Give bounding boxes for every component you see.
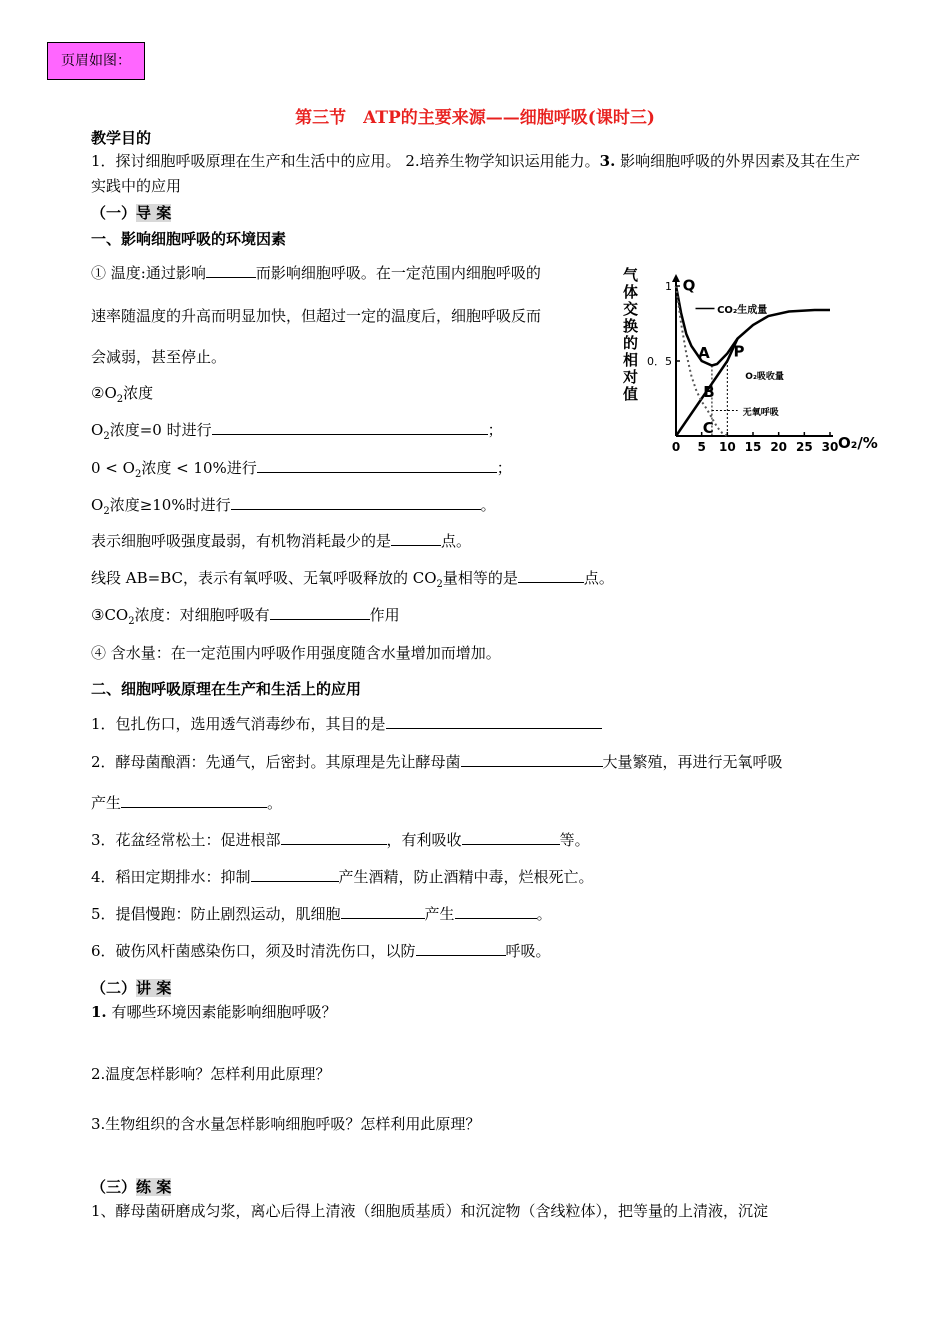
practice-label: （三）练 案 [91, 1178, 172, 1196]
y-axis-arrow-icon [672, 274, 680, 282]
point-label: C [702, 419, 714, 437]
point-label: A [698, 344, 710, 362]
co2-line: $③CO_2$浓度：对细胞呼吸有 作用 [91, 606, 400, 627]
blank-field[interactable] [341, 904, 425, 919]
app-2: 2．酵母菌酿酒：先通气，后密封。其原理是先让酵母菌 大量繁殖，再进行无氧呼吸 [91, 753, 783, 771]
o2-high-line: $O_2$浓度≥10%时进行 。 [91, 496, 496, 517]
water-line: ④ 含水量：在一定范围内呼吸作用强度随含水量增加而增加。 [91, 644, 501, 662]
equal-point-line: 线段 AB=BC，表示有氧呼吸、无氧呼吸释放的 $CO_2$量相等的是 点。 [91, 569, 614, 590]
blank-field[interactable] [416, 941, 506, 956]
page-title: 第三节 ATP的主要来源——细胞呼吸(课时三) [295, 108, 655, 128]
app-5: 5．提倡慢跑：防止剧烈运动，肌细胞 产生 。 [91, 905, 552, 923]
app-4: 4．稻田定期排水：抑制 产生酒精，防止酒精中毒，烂根死亡。 [91, 868, 594, 886]
point-label: B [703, 383, 715, 401]
y-axis-label-char: 对 [623, 368, 639, 386]
x-tick-label: 10 [718, 440, 736, 454]
app-1: 1．包扎伤口，选用透气消毒纱布，其目的是 [91, 713, 602, 734]
practice-q1: 1、酵母菌研磨成匀浆，离心后得上清液（细胞质基质）和沉淀物（含线粒体），把等量的上清液，沉淀 [91, 1202, 769, 1220]
blank-field[interactable] [251, 867, 339, 882]
x-axis-label: O₂/% [838, 434, 878, 452]
app-3: 3．花盆经常松土：促进根部 ，有利吸收 等。 [91, 831, 590, 849]
blank-field[interactable] [461, 752, 603, 767]
y-axis-label-char: 相 [623, 351, 639, 369]
respiration-chart [618, 262, 898, 458]
y-axis-label-char: 气 [623, 266, 639, 284]
y-axis-label-char: 值 [623, 385, 639, 403]
y-axis-label-char: 的 [623, 334, 639, 352]
blank-field[interactable] [391, 531, 441, 546]
x-tick-label: 30 [821, 440, 839, 454]
weakest-point-line: 表示细胞呼吸强度最弱，有机物消耗最少的是 点。 [91, 532, 472, 550]
y-axis-label-char: 换 [623, 317, 639, 335]
blank-field[interactable] [462, 830, 560, 845]
x-tick-label: 5 [697, 440, 706, 454]
x-tick-label: 25 [795, 440, 813, 454]
blank-field[interactable] [212, 420, 488, 435]
y-axis-label-char: 交 [623, 300, 639, 318]
app-2-cont: 产生 。 [91, 794, 283, 812]
lecture-label: （二）讲 案 [91, 979, 172, 997]
series-annotation: O₂吸收量 [745, 372, 784, 382]
temperature-line-3: 会减弱，甚至停止。 [91, 348, 227, 366]
objectives-text: 1．探讨细胞呼吸原理在生产和生活中的应用。 2.培养生物学知识运用能力。3. 影响细胞呼吸的外界因素及其在生产实践中的应用 [91, 152, 861, 195]
blank-field[interactable] [121, 793, 267, 808]
lecture-q1: 1. 有哪些环境因素能影响细胞呼吸？ [91, 1003, 337, 1021]
series-annotation: CO₂生成量 [717, 305, 768, 316]
blank-field[interactable] [257, 458, 497, 473]
point-label: P [733, 342, 745, 361]
o2-zero-line: $O_2$浓度=0 时进行 ； [91, 421, 503, 442]
blank-field[interactable] [518, 568, 584, 583]
point-label: Q [682, 276, 696, 295]
x-tick-label: 0 [671, 440, 681, 454]
y-axis-label [622, 266, 639, 403]
lecture-q3: 3.生物组织的含水量怎样影响细胞呼吸？怎样利用此原理？ [91, 1115, 481, 1133]
guide-label: （一）导 案 [91, 204, 172, 222]
temperature-line-2: 速率随温度的升高而明显加快，但超过一定的温度后，细胞呼吸反而 [91, 307, 542, 325]
section1-heading: 一、影响细胞呼吸的环境因素 [91, 230, 287, 248]
blank-field[interactable] [455, 904, 537, 919]
o2-mid-line: $0 < O_2$浓度 < 10%进行 ； [91, 459, 512, 480]
x-tick-label: 20 [770, 440, 788, 454]
header-box: 页眉如图： [47, 42, 145, 80]
blank-field[interactable] [386, 714, 602, 729]
y-tick-label: 0．5 [647, 355, 672, 368]
blank-field[interactable] [270, 605, 370, 620]
lecture-q2: 2.温度怎样影响？怎样利用此原理？ [91, 1065, 331, 1083]
blank-field[interactable] [281, 830, 387, 845]
o2-heading: $②O_2$浓度 [91, 384, 154, 405]
blank-field[interactable] [206, 263, 256, 278]
blank-field[interactable] [231, 495, 481, 510]
section2-heading: 二、细胞呼吸原理在生产和生活上的应用 [91, 680, 362, 698]
y-tick-label: 1 [665, 280, 672, 293]
y-axis-label-char: 体 [623, 283, 639, 301]
temperature-line-1: ① 温度:通过影响 而影响细胞呼吸。在一定范围内细胞呼吸的 [91, 264, 541, 282]
series-annotation: 无氧呼吸 [742, 408, 779, 418]
app-6: 6．破伤风杆菌感染伤口，须及时清洗伤口，以防 呼吸。 [91, 942, 551, 960]
objectives-heading: 教学目的 [91, 129, 152, 147]
x-tick-label: 15 [744, 440, 762, 454]
